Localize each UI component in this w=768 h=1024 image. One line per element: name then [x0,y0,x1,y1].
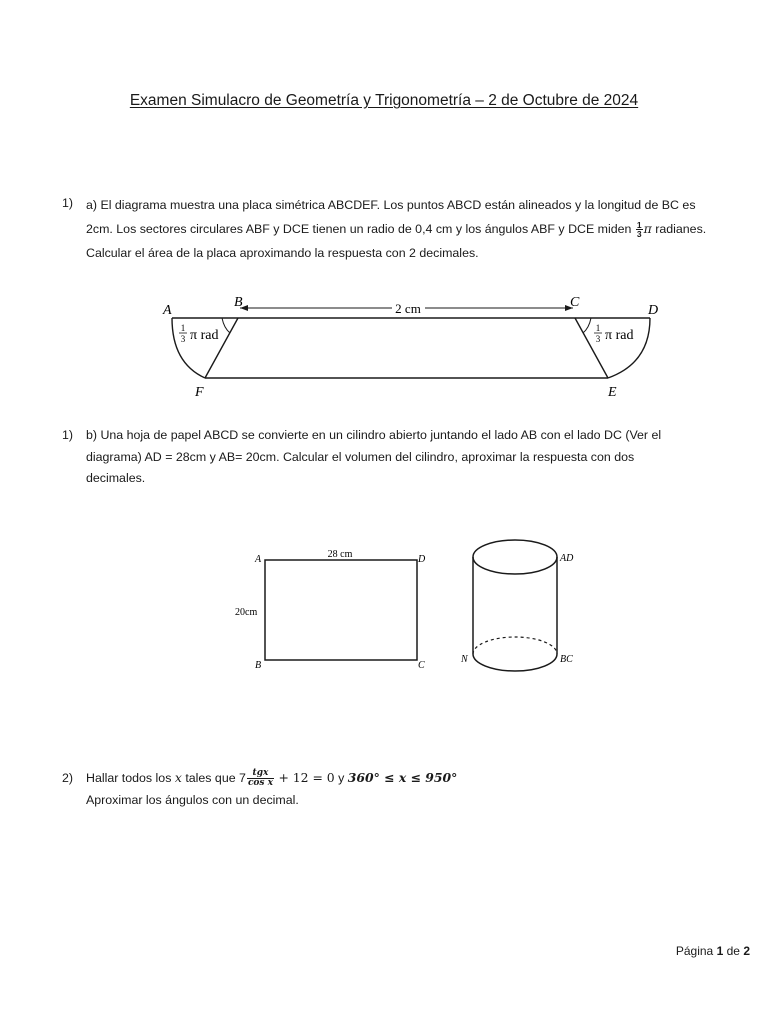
cylinder-ad-label: AD [560,553,574,564]
question-1a-line-1: a) El diagrama muestra una placa simétrica ABCDEF. Los puntos ABCD están alineados y la longitud de BC es [86,198,696,212]
question-number-1a: 1) [62,196,74,210]
bc-length-label: 2 cm [395,301,421,316]
question-1b-line-1: b) Una hoja de papel ABCD se convierte en un cilindro abierto juntando el lado AB con el lado DC (Ver el [86,428,662,442]
point-f-label: F [195,385,204,400]
footer-prefix: Página [675,944,714,958]
line-bf [205,318,238,378]
question-2-text [86,764,756,808]
rect-d-label: D [418,554,426,565]
point-b-label: B [234,295,243,310]
rect-b-label: B [255,660,262,671]
rect-height-label: 20cm [235,607,258,618]
question-1a-line-2-end: radianes. [655,222,707,236]
paper-rectangle [265,560,417,660]
cylinder-bottom-front [473,654,557,671]
angle-left-label: π rad [190,328,219,343]
cylinder-top [473,540,557,574]
point-a-label: A [163,303,172,318]
question-2-mid: tales que 7 [185,771,246,785]
angle-right-num: 1 [595,323,601,333]
angle-arc-b [222,318,230,333]
equation-rest: + 12 = 0 [278,770,335,785]
variable-x: x [174,770,182,785]
line-ce [575,318,608,378]
rect-c-label: C [418,660,425,671]
question-1b-text [86,425,756,490]
angle-right-den: 3 [595,334,601,344]
fraction-numerator: 1 [636,219,642,230]
arc-de [608,318,650,378]
question-1a-line-2-start: 2cm. Los sectores circulares ABF y DCE tienen un radio de 0,4 cm y los ángulos ABF y DCE miden [86,222,632,236]
cylinder-n-label: N [461,654,468,665]
fraction-tgx-cosx [247,769,274,788]
plate-diagram [150,288,670,403]
footer-page-number: 1 [716,944,724,958]
rect-a-label: A [255,554,262,565]
conjunction-y: y [338,771,345,785]
page-title: Examen Simulacro de Geometría y Trigonometría – 2 de Octubre de 2024 [129,92,639,109]
fraction-denominator: 3 [636,229,642,240]
pi-symbol: π [643,221,652,236]
cylinder-bottom-back [473,637,557,654]
angle-range: 360° ≤ x ≤ 950° [347,770,458,785]
footer-total-pages: 2 [743,944,750,958]
point-d-label: D [648,303,659,318]
fraction-cosx: cos x [247,778,273,789]
rect-width-label: 28 cm [327,549,353,560]
question-2-line-1 [86,764,756,792]
fraction-tgx: tgx [247,769,274,779]
question-1b-line-2: diagrama) AD = 28cm y AB= 20cm. Calcular el volumen del cilindro, aproximar la respuesta con dos [86,449,635,464]
arc-af [172,318,205,378]
fraction-one-third [636,221,643,239]
cylinder-bc-label: BC [560,654,573,665]
point-e-label: E [608,385,617,400]
question-number-2: 2) [62,771,74,785]
question-1a-line-2 [86,217,756,241]
footer-of: de [726,944,740,958]
question-1a-line-3: Calcular el área de la placa aproximando la respuesta con 2 decimales. [86,246,479,260]
question-2-line-2: Aproximar los ángulos con un decimal. [86,793,299,807]
angle-arc-c [583,318,591,333]
page-footer [676,944,750,958]
angle-right-label: π rad [605,328,634,343]
question-number-1b: 1) [62,428,74,442]
point-c-label: C [570,295,580,310]
angle-left-den: 3 [180,334,186,344]
paper-cylinder-diagram [228,535,588,685]
question-2-intro: Hallar todos los [86,771,172,785]
question-1b-line-3: decimales. [86,471,146,485]
angle-left-num: 1 [180,323,186,333]
question-1a-text [86,193,756,265]
